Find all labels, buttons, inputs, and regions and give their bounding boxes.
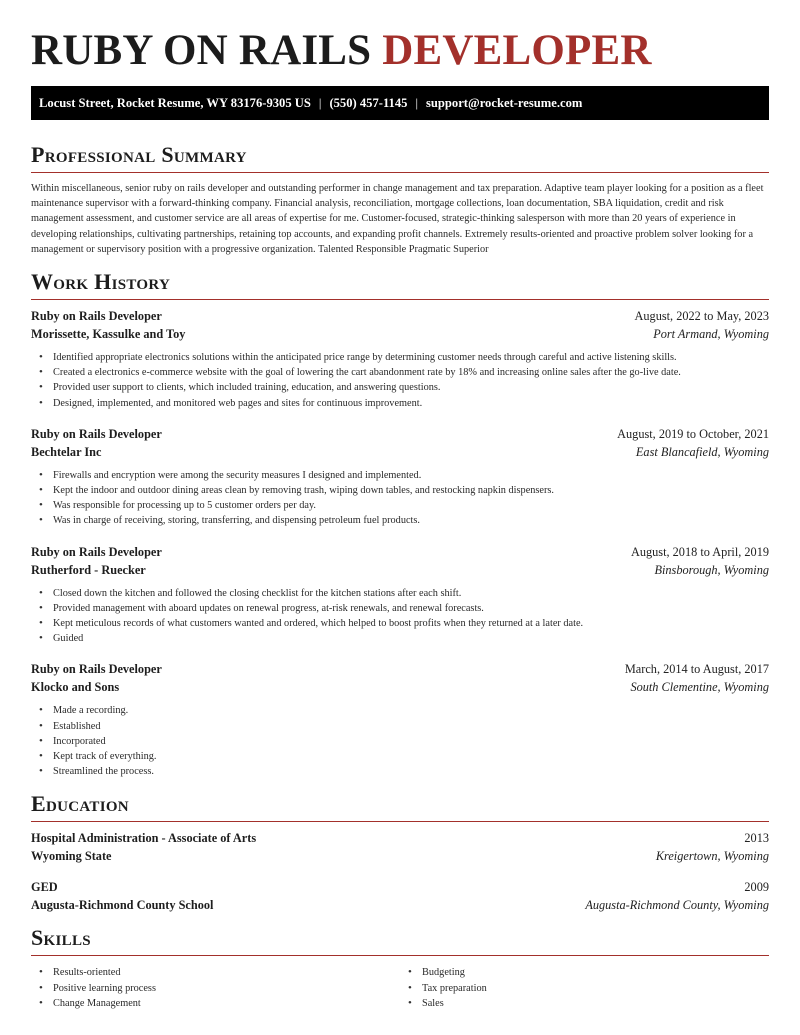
job-entry (31, 662, 769, 779)
education-section (31, 791, 769, 913)
job-title: Ruby on Rails Developer (31, 426, 162, 441)
list-item: • Change Management (53, 996, 400, 1011)
contact-separator: | (415, 95, 418, 110)
contact-email[interactable]: support@rocket-resume.com (425, 95, 583, 110)
job-bullets (31, 468, 769, 529)
list-item: • Budgeting (422, 965, 769, 980)
title-main: RUBY ON RAILS (31, 27, 372, 74)
list-item: • Identified appropriate electronics solutions within the anticipated price range by determining customer needs through careful and active listening skills. (53, 350, 769, 365)
contact-phone[interactable]: (550) 457-1145 (329, 95, 408, 110)
job-dates: August, 2022 to May, 2023 (634, 309, 769, 324)
education-location: Augusta-Richmond County, Wyoming (585, 898, 769, 913)
list-item: • Sales (422, 996, 769, 1011)
education-location: Kreigertown, Wyoming (655, 849, 769, 864)
skills-columns (31, 965, 769, 1011)
education-degree: GED (31, 880, 58, 895)
education-heading: Education (31, 791, 769, 822)
job-bullets (31, 703, 769, 779)
skills-list-left (31, 965, 400, 1011)
education-year: 2009 (744, 880, 769, 895)
list-item: • Kept meticulous records of what customers wanted and ordered, which helped to boost profits when they returned at a later date. (53, 616, 769, 631)
work-history-heading: Work History (31, 269, 769, 300)
skills-list-right (400, 965, 769, 1011)
list-item: • Was in charge of receiving, storing, transferring, and dispensing petroleum fuel products. (53, 513, 769, 528)
page-title (31, 0, 769, 78)
list-item: • Closed down the kitchen and followed the closing checklist for the kitchen stations after each shift. (53, 586, 769, 601)
list-item: • Streamlined the process. (53, 764, 769, 779)
summary-section (31, 142, 769, 257)
job-location: East Blancafield, Wyoming (635, 444, 769, 459)
list-item: • Positive learning process (53, 981, 400, 996)
job-location: Binsborough, Wyoming (654, 562, 769, 577)
list-item: • Kept track of everything. (53, 749, 769, 764)
contact-separator: | (318, 95, 322, 110)
job-title: Ruby on Rails Developer (31, 544, 162, 559)
job-company: Morissette, Kassulke and Toy (31, 327, 186, 342)
contact-address: Locust Street, Rocket Resume, WY 83176-9305 US (39, 95, 311, 110)
job-title: Ruby on Rails Developer (31, 309, 162, 324)
job-dates: August, 2019 to October, 2021 (617, 426, 769, 441)
job-title: Ruby on Rails Developer (31, 662, 162, 677)
job-dates: March, 2014 to August, 2017 (624, 662, 769, 677)
list-item: • Guided (53, 631, 769, 646)
list-item: • Provided user support to clients, which included training, education, and answering questions. (53, 380, 769, 395)
education-entry (31, 880, 769, 913)
job-entry (31, 309, 769, 411)
contact-bar (31, 86, 769, 120)
education-entry (31, 831, 769, 864)
job-entry (31, 427, 769, 529)
work-history-section (31, 269, 769, 779)
skills-heading: Skills (31, 925, 769, 956)
job-location: South Clementine, Wyoming (630, 680, 769, 695)
list-item: • Was responsible for processing up to 5 customer orders per day. (53, 498, 769, 513)
job-company: Klocko and Sons (31, 680, 120, 695)
education-year: 2013 (744, 831, 769, 846)
summary-text: Within miscellaneous, senior ruby on rails developer and outstanding performer in change management and tax preparation. Adaptive team player looking for a position as a fleet maintenance supervisor with a forward-thinking company. Financial analysis, reconciliation, mortgage collections, loan documentation, SBA liquidation, credit and risk management assessment, and customer service are all areas of expertise for me. Customer-focused, strategic-thinking salesperson with more than 20 years of experience in developing relationships, cultivating partnerships, retaining top accounts, and expanding profit channels. Extremely results-oriented and proactive problem solver looking for a management or supervisory position with a progressive organization. Talented Responsible Pragmatic Superior (31, 183, 764, 255)
list-item: • Kept the indoor and outdoor dining areas clean by removing trash, wiping down tables, and restocking napkin dispensers. (53, 483, 769, 498)
job-company: Rutherford - Ruecker (31, 562, 146, 577)
list-item: • Created a electronics e-commerce website with the goal of lowering the cart abandonment rate by 18% and increasing online sales after the go-live date. (53, 365, 769, 380)
job-company: Bechtelar Inc (31, 444, 102, 459)
job-dates: August, 2018 to April, 2019 (630, 544, 769, 559)
job-location: Port Armand, Wyoming (653, 327, 769, 342)
job-entry (31, 545, 769, 647)
skills-section (31, 925, 769, 1011)
list-item: • Results-oriented (53, 965, 400, 980)
education-school: Augusta-Richmond County School (31, 898, 214, 913)
education-school: Wyoming State (31, 849, 112, 864)
education-degree: Hospital Administration - Associate of Arts (31, 831, 257, 846)
list-item: • Firewalls and encryption were among the security measures I designed and implemented. (53, 468, 769, 483)
list-item: • Made a recording. (53, 703, 769, 718)
list-item: • Established (53, 719, 769, 734)
job-bullets (31, 586, 769, 647)
list-item: • Designed, implemented, and monitored web pages and sites for continuous improvement. (53, 396, 769, 411)
list-item: • Tax preparation (422, 981, 769, 996)
title-accent: DEVELOPER (382, 27, 652, 74)
job-bullets (31, 350, 769, 411)
list-item: • Provided management with aboard updates on renewal progress, at-risk renewals, and renewal forecasts. (53, 601, 769, 616)
summary-heading: Professional Summary (31, 142, 769, 173)
list-item: • Incorporated (53, 734, 769, 749)
